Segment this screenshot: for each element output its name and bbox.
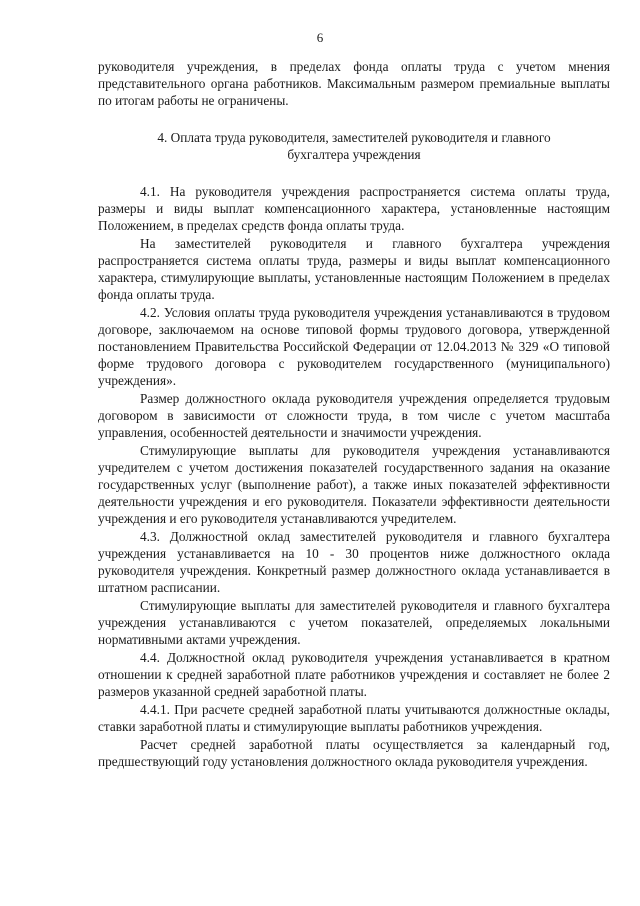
paragraph-incentive-deputies: Стимулирующие выплаты для заместителей руководителя и главного бухгалтера учреждения устанавливаются с учетом показателей, определяемых локальными нормативными актами учреждения.: [98, 598, 610, 647]
paragraph-4-3: 4.3. Должностной оклад заместителей руководителя и главного бухгалтера учреждения устанавливается на 10 - 30 процентов ниже должностного оклада руководителя учреждения. Конкретный размер должностного оклада устанавливается в штатном расписании.: [98, 529, 610, 595]
paragraph-4-2: 4.2. Условия оплаты труда руководителя учреждения устанавливаются в трудовом договоре, заключаемом на основе типовой формы трудового договора, утвержденной постановлением Правительства Российской Федерации от 12.04.2013 № 329 «О типовой форме трудового договора с руководителем государственного (муниципального) учреждения».: [98, 305, 610, 388]
continuation-paragraph: руководителя учреждения, в пределах фонда оплаты труда с учетом мнения представительного органа работников. Максимальным размером премиальные выплаты по итогам работы не ограничены.: [98, 59, 610, 108]
paragraph-4-1: 4.1. На руководителя учреждения распространяется система оплаты труда, размеры и виды выплат компенсационного характера, установленные настоящим Положением, в пределах средств фонда оплаты труда.: [98, 184, 610, 233]
paragraph-incentive-head: Стимулирующие выплаты для руководителя учреждения устанавливаются учредителем с учетом достижения показателей государственного задания на оказание государственных услуг (выполнение работ), а также иных показателей эффективности деятельности учреждения и его руководителя. Показатели эффективности деятельности учреждения и его руководителя устанавливаются учредителем.: [98, 443, 610, 526]
paragraph-deputies: На заместителей руководителя и главного бухгалтера учреждения распространяется система оплаты труда, размеры и виды выплат компенсационного характера, стимулирующие выплаты, установленные настоящим Положением в пределах фонда оплаты труда.: [98, 236, 610, 302]
paragraph-4-4: 4.4. Должностной оклад руководителя учреждения устанавливается в кратном отношении к средней заработной плате работников учреждения и составляет не более 2 размеров указанной средней заработной платы.: [98, 650, 610, 699]
section-title: 4. Оплата труда руководителя, заместителей руководителя и главного бухгалтера учреждения: [157, 130, 551, 162]
paragraph-average-calc: Расчет средней заработной платы осуществляется за календарный год, предшествующий году установления должностного оклада руководителя учреждения.: [98, 737, 610, 769]
paragraph-salary-size: Размер должностного оклада руководителя учреждения определяется трудовым договором в зависимости от сложности труда, в том числе с учетом масштаба управления, особенностей деятельности и значимости учреждения.: [98, 391, 610, 440]
page-number: 6: [316, 30, 324, 45]
document-body: [98, 58, 610, 770]
paragraph-4-4-1: 4.4.1. При расчете средней заработной платы учитываются должностные оклады, ставки заработной платы и стимулирующие выплаты работников учреждения.: [98, 702, 610, 734]
